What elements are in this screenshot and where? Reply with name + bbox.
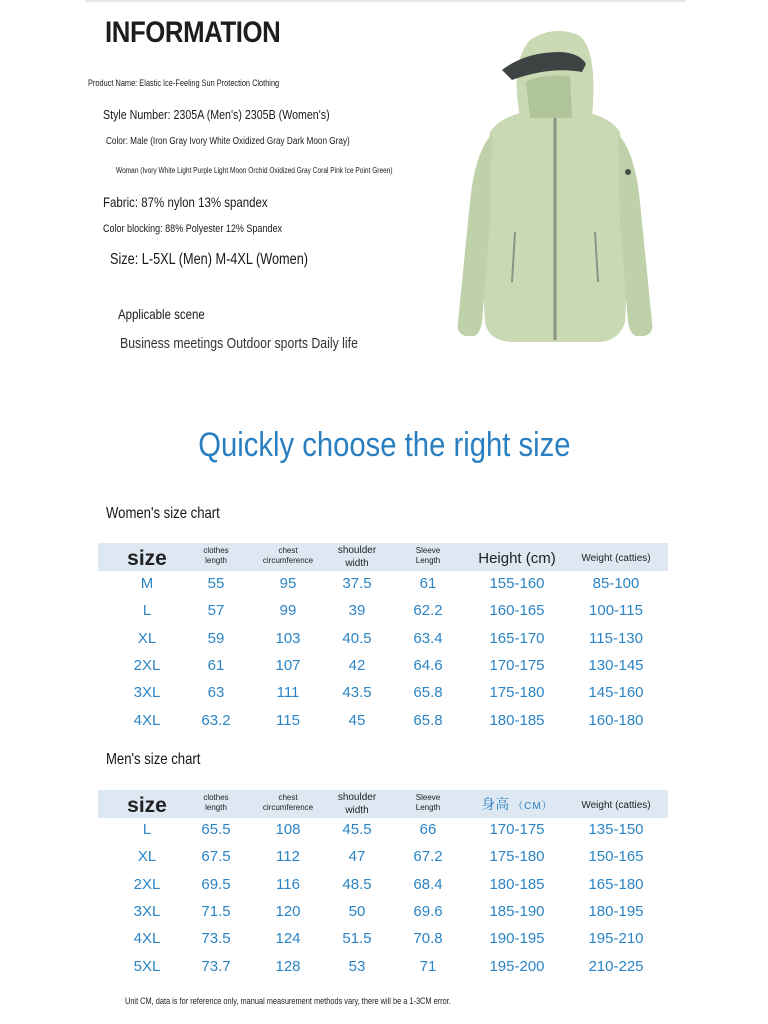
table-cell: 45.5 bbox=[342, 821, 372, 838]
table-cell: 135-150 bbox=[588, 821, 644, 838]
table-cell: 3XL bbox=[133, 684, 161, 702]
header-shoulder-width: shoulder width bbox=[337, 545, 377, 569]
table-cell: 4XL bbox=[133, 711, 161, 729]
table-cell: 59 bbox=[207, 629, 225, 647]
table-cell: 69.5 bbox=[201, 875, 231, 893]
table-cell: 39 bbox=[348, 602, 366, 620]
header-sleeve-length: Sleeve Length bbox=[415, 546, 441, 565]
table-cell: 99 bbox=[279, 602, 297, 620]
footnote: Unit CM, data is for reference only, manual measurement methods vary, there will be a 1-3CM error. bbox=[125, 996, 451, 1006]
table-cell: 2XL bbox=[133, 875, 161, 893]
men-size-chart-title: Men's size chart bbox=[106, 751, 201, 768]
table-cell: 55 bbox=[207, 575, 225, 592]
jacket-face-panel bbox=[526, 76, 572, 118]
applicable-scene-text: Business meetings Outdoor sports Daily life bbox=[120, 335, 358, 352]
table-cell: 210-225 bbox=[588, 957, 644, 975]
table-cell: 124 bbox=[275, 930, 301, 948]
product-jacket-image bbox=[430, 22, 680, 352]
table-cell: 107 bbox=[275, 656, 301, 674]
table-cell: 115-130 bbox=[589, 629, 643, 647]
table-cell: 51.5 bbox=[342, 930, 372, 948]
table-cell: 64.6 bbox=[413, 656, 443, 674]
header-size: size bbox=[127, 547, 167, 570]
table-cell: 66 bbox=[419, 821, 437, 838]
table-cell: 5XL bbox=[133, 957, 161, 975]
table-cell: 185-190 bbox=[489, 902, 545, 920]
table-cell: 160-180 bbox=[588, 711, 644, 729]
table-cell: L bbox=[142, 602, 152, 620]
header-weight: Weight (catties) bbox=[581, 800, 651, 811]
table-cell: 175-180 bbox=[489, 684, 545, 702]
table-cell: 42 bbox=[348, 656, 366, 674]
table-cell: 37.5 bbox=[342, 575, 372, 592]
table-cell: 128 bbox=[275, 957, 301, 975]
table-cell: 170-175 bbox=[489, 821, 545, 838]
table-cell: 61 bbox=[419, 575, 437, 592]
table-cell: 50 bbox=[348, 902, 366, 920]
table-cell: 120 bbox=[275, 902, 301, 920]
table-cell: 180-195 bbox=[588, 902, 644, 920]
table-cell: 130-145 bbox=[588, 656, 644, 674]
table-cell: 4XL bbox=[133, 930, 161, 948]
table-cell: 108 bbox=[275, 821, 301, 838]
table-cell: 63.2 bbox=[201, 711, 231, 729]
table-cell: 116 bbox=[276, 875, 300, 893]
table-cell: L bbox=[142, 821, 152, 838]
color-male: Color: Male (Iron Gray Ivory White Oxidized Gray Dark Moon Gray) bbox=[106, 136, 350, 147]
applicable-scene-heading: Applicable scene bbox=[118, 306, 205, 322]
table-cell: 155-160 bbox=[489, 575, 545, 592]
table-cell: 85-100 bbox=[592, 575, 640, 592]
table-cell: 67.2 bbox=[413, 848, 443, 866]
table-cell: 61 bbox=[207, 656, 225, 674]
table-cell: 195-200 bbox=[489, 957, 545, 975]
table-cell: 165-180 bbox=[588, 875, 644, 893]
table-cell: 175-180 bbox=[489, 848, 545, 866]
header-height: 身高 （CM） bbox=[481, 796, 553, 812]
table-cell: 53 bbox=[348, 957, 366, 975]
table-cell: 65.5 bbox=[201, 821, 231, 838]
table-cell: 65.8 bbox=[413, 684, 443, 702]
table-cell: XL bbox=[137, 629, 157, 647]
table-cell: 68.4 bbox=[413, 875, 443, 893]
table-cell: 63 bbox=[207, 684, 225, 702]
table-cell: 103 bbox=[275, 629, 301, 647]
table-cell: 48.5 bbox=[342, 875, 372, 893]
table-cell: 73.7 bbox=[201, 957, 231, 975]
table-cell: 47 bbox=[348, 848, 366, 866]
table-cell: 67.5 bbox=[201, 848, 231, 866]
table-cell: 190-195 bbox=[489, 930, 545, 948]
women-size-chart-title: Women's size chart bbox=[106, 505, 220, 522]
table-cell: 40.5 bbox=[342, 629, 372, 647]
header-chest-circumference: chest circumference bbox=[262, 546, 314, 565]
table-cell: 160-165 bbox=[489, 602, 545, 620]
table-cell: 165-170 bbox=[489, 629, 545, 647]
table-cell: XL bbox=[137, 848, 157, 866]
table-cell: 62.2 bbox=[413, 602, 443, 620]
table-cell: 3XL bbox=[133, 902, 161, 920]
table-cell: 65.8 bbox=[413, 711, 443, 729]
table-cell: 71 bbox=[419, 957, 437, 975]
table-cell: 43.5 bbox=[342, 684, 372, 702]
header-weight: Weight (catties) bbox=[581, 553, 651, 564]
table-cell: 180-185 bbox=[489, 711, 545, 729]
jacket-sleeve-logo bbox=[625, 169, 631, 175]
fabric: Fabric: 87% nylon 13% spandex bbox=[103, 194, 268, 210]
table-cell: 57 bbox=[207, 602, 225, 620]
color-blocking: Color blocking: 88% Polyester 12% Spandex bbox=[103, 223, 283, 235]
header-height: Height (cm) bbox=[478, 550, 556, 567]
information-title: INFORMATION bbox=[105, 16, 281, 49]
style-number: Style Number: 2305A (Men's) 2305B (Women's) bbox=[103, 107, 330, 122]
table-cell: 180-185 bbox=[489, 875, 545, 893]
table-cell: 70.8 bbox=[413, 930, 443, 948]
header-sleeve-length: Sleeve Length bbox=[415, 793, 441, 812]
table-cell: 71.5 bbox=[201, 902, 231, 920]
table-cell: 63.4 bbox=[413, 629, 443, 647]
table-cell: 100-115 bbox=[589, 602, 643, 620]
table-cell: 73.5 bbox=[201, 930, 231, 948]
table-cell: M bbox=[140, 575, 154, 592]
table-cell: 115 bbox=[276, 711, 300, 729]
color-woman: Woman (Ivory White Light Purple Light Moon Orchid Oxidized Gray Coral Pink Ice Point Green) bbox=[116, 166, 393, 175]
top-divider bbox=[85, 0, 685, 2]
header-clothes-length: clothes length bbox=[203, 546, 229, 565]
header-shoulder-width: shoulder width bbox=[337, 792, 377, 816]
table-cell: 69.6 bbox=[413, 902, 443, 920]
header-chest-circumference: chest circumference bbox=[262, 793, 314, 812]
table-cell: 170-175 bbox=[489, 656, 545, 674]
table-cell: 111 bbox=[276, 684, 300, 702]
table-cell: 95 bbox=[279, 575, 297, 592]
header-clothes-length: clothes length bbox=[203, 793, 229, 812]
choose-size-title: Quickly choose the right size bbox=[197, 426, 571, 464]
table-cell: 45 bbox=[348, 711, 366, 729]
table-cell: 112 bbox=[276, 848, 300, 866]
table-cell: 195-210 bbox=[588, 930, 644, 948]
table-cell: 150-165 bbox=[588, 848, 644, 866]
header-size: size bbox=[127, 794, 167, 817]
table-cell: 145-160 bbox=[588, 684, 644, 702]
product-name: Product Name: Elastic Ice-Feeling Sun Protection Clothing bbox=[88, 78, 280, 88]
size-range: Size: L-5XL (Men) M-4XL (Women) bbox=[110, 251, 309, 268]
table-cell: 2XL bbox=[133, 656, 161, 674]
